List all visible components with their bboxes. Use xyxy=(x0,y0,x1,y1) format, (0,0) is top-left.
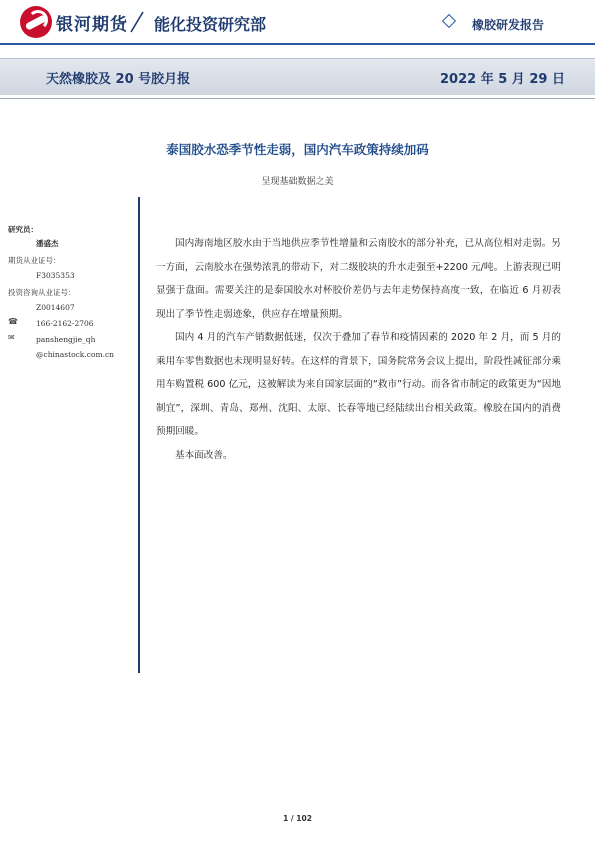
body-paragraph: 国内海南地区胶水由于当地供应季节性增量和云南胶水的部分补充，已从高位相对走弱。另一方面，云南胶水在强势浓乳的带动下，对二级胶块的升水走强至+2200 元/吨。上游表现已明显强于盘面。需要关注的是泰国胶水对杯胶价差仍与去年走势保持高度一致，在临近 6 月初表现出了季节性走弱迹象，供应存在增量预期。 xyxy=(156,238,561,320)
page-subtitle: 呈现基础数据之美 xyxy=(261,177,334,187)
email-user[interactable]: panshengjie_qh xyxy=(36,335,96,344)
sidebar-divider xyxy=(138,197,140,673)
researcher-name: 潘盛杰 xyxy=(36,239,59,248)
advisor-label: 投资咨询从业证号： xyxy=(8,288,76,297)
report-body xyxy=(156,232,561,467)
report-date: 2022 年 5 月 29 日 xyxy=(440,72,565,87)
body-paragraph: 国内 4 月的汽车产销数据低迷，仅次于叠加了春节和疫情因素的 2020 年 2 月，而 5 月的乘用车零售数据也未现明显好转。在这样的背景下，国务院常务会议上提出，阶段性减征部分乘用车购置税 600 亿元，这被解读为来自国家层面的“救市”行动。而各省市制定的政策更为“因地制宜”，深圳、青岛、郑州、沈阳、太原、长春等地已经陆续出台相关政策。橡胶在国内的消费预期回暖。 xyxy=(156,332,561,437)
band-underline xyxy=(0,98,595,99)
advisor-number: Z0014607 xyxy=(36,303,75,312)
researcher-label: 研究员： xyxy=(8,225,38,234)
header-divider xyxy=(0,43,595,45)
report-name: 天然橡胶及 20 号胶月报 xyxy=(46,72,191,87)
report-type: 橡胶研发报告 xyxy=(472,18,545,32)
phone-icon: ☎ xyxy=(8,317,18,326)
company-logo-icon xyxy=(20,6,52,38)
page-title: 泰国胶水恐季节性走弱，国内汽车政策持续加码 xyxy=(166,142,429,157)
diamond-icon xyxy=(442,14,456,28)
company-name: 银河期货 xyxy=(56,15,128,35)
email-domain[interactable]: @chinastock.com.cn xyxy=(36,350,114,359)
department-name: 能化投资研究部 xyxy=(154,15,267,34)
mail-icon: ✉ xyxy=(8,333,15,342)
divider-slash-icon xyxy=(128,10,146,34)
license-number: F3035353 xyxy=(36,271,75,280)
page-number: 1 / 102 xyxy=(283,814,312,823)
license-label: 期货从业证号： xyxy=(8,256,61,265)
phone-number: 166-2162-2706 xyxy=(36,319,94,328)
body-paragraph: 基本面改善。 xyxy=(175,449,233,461)
